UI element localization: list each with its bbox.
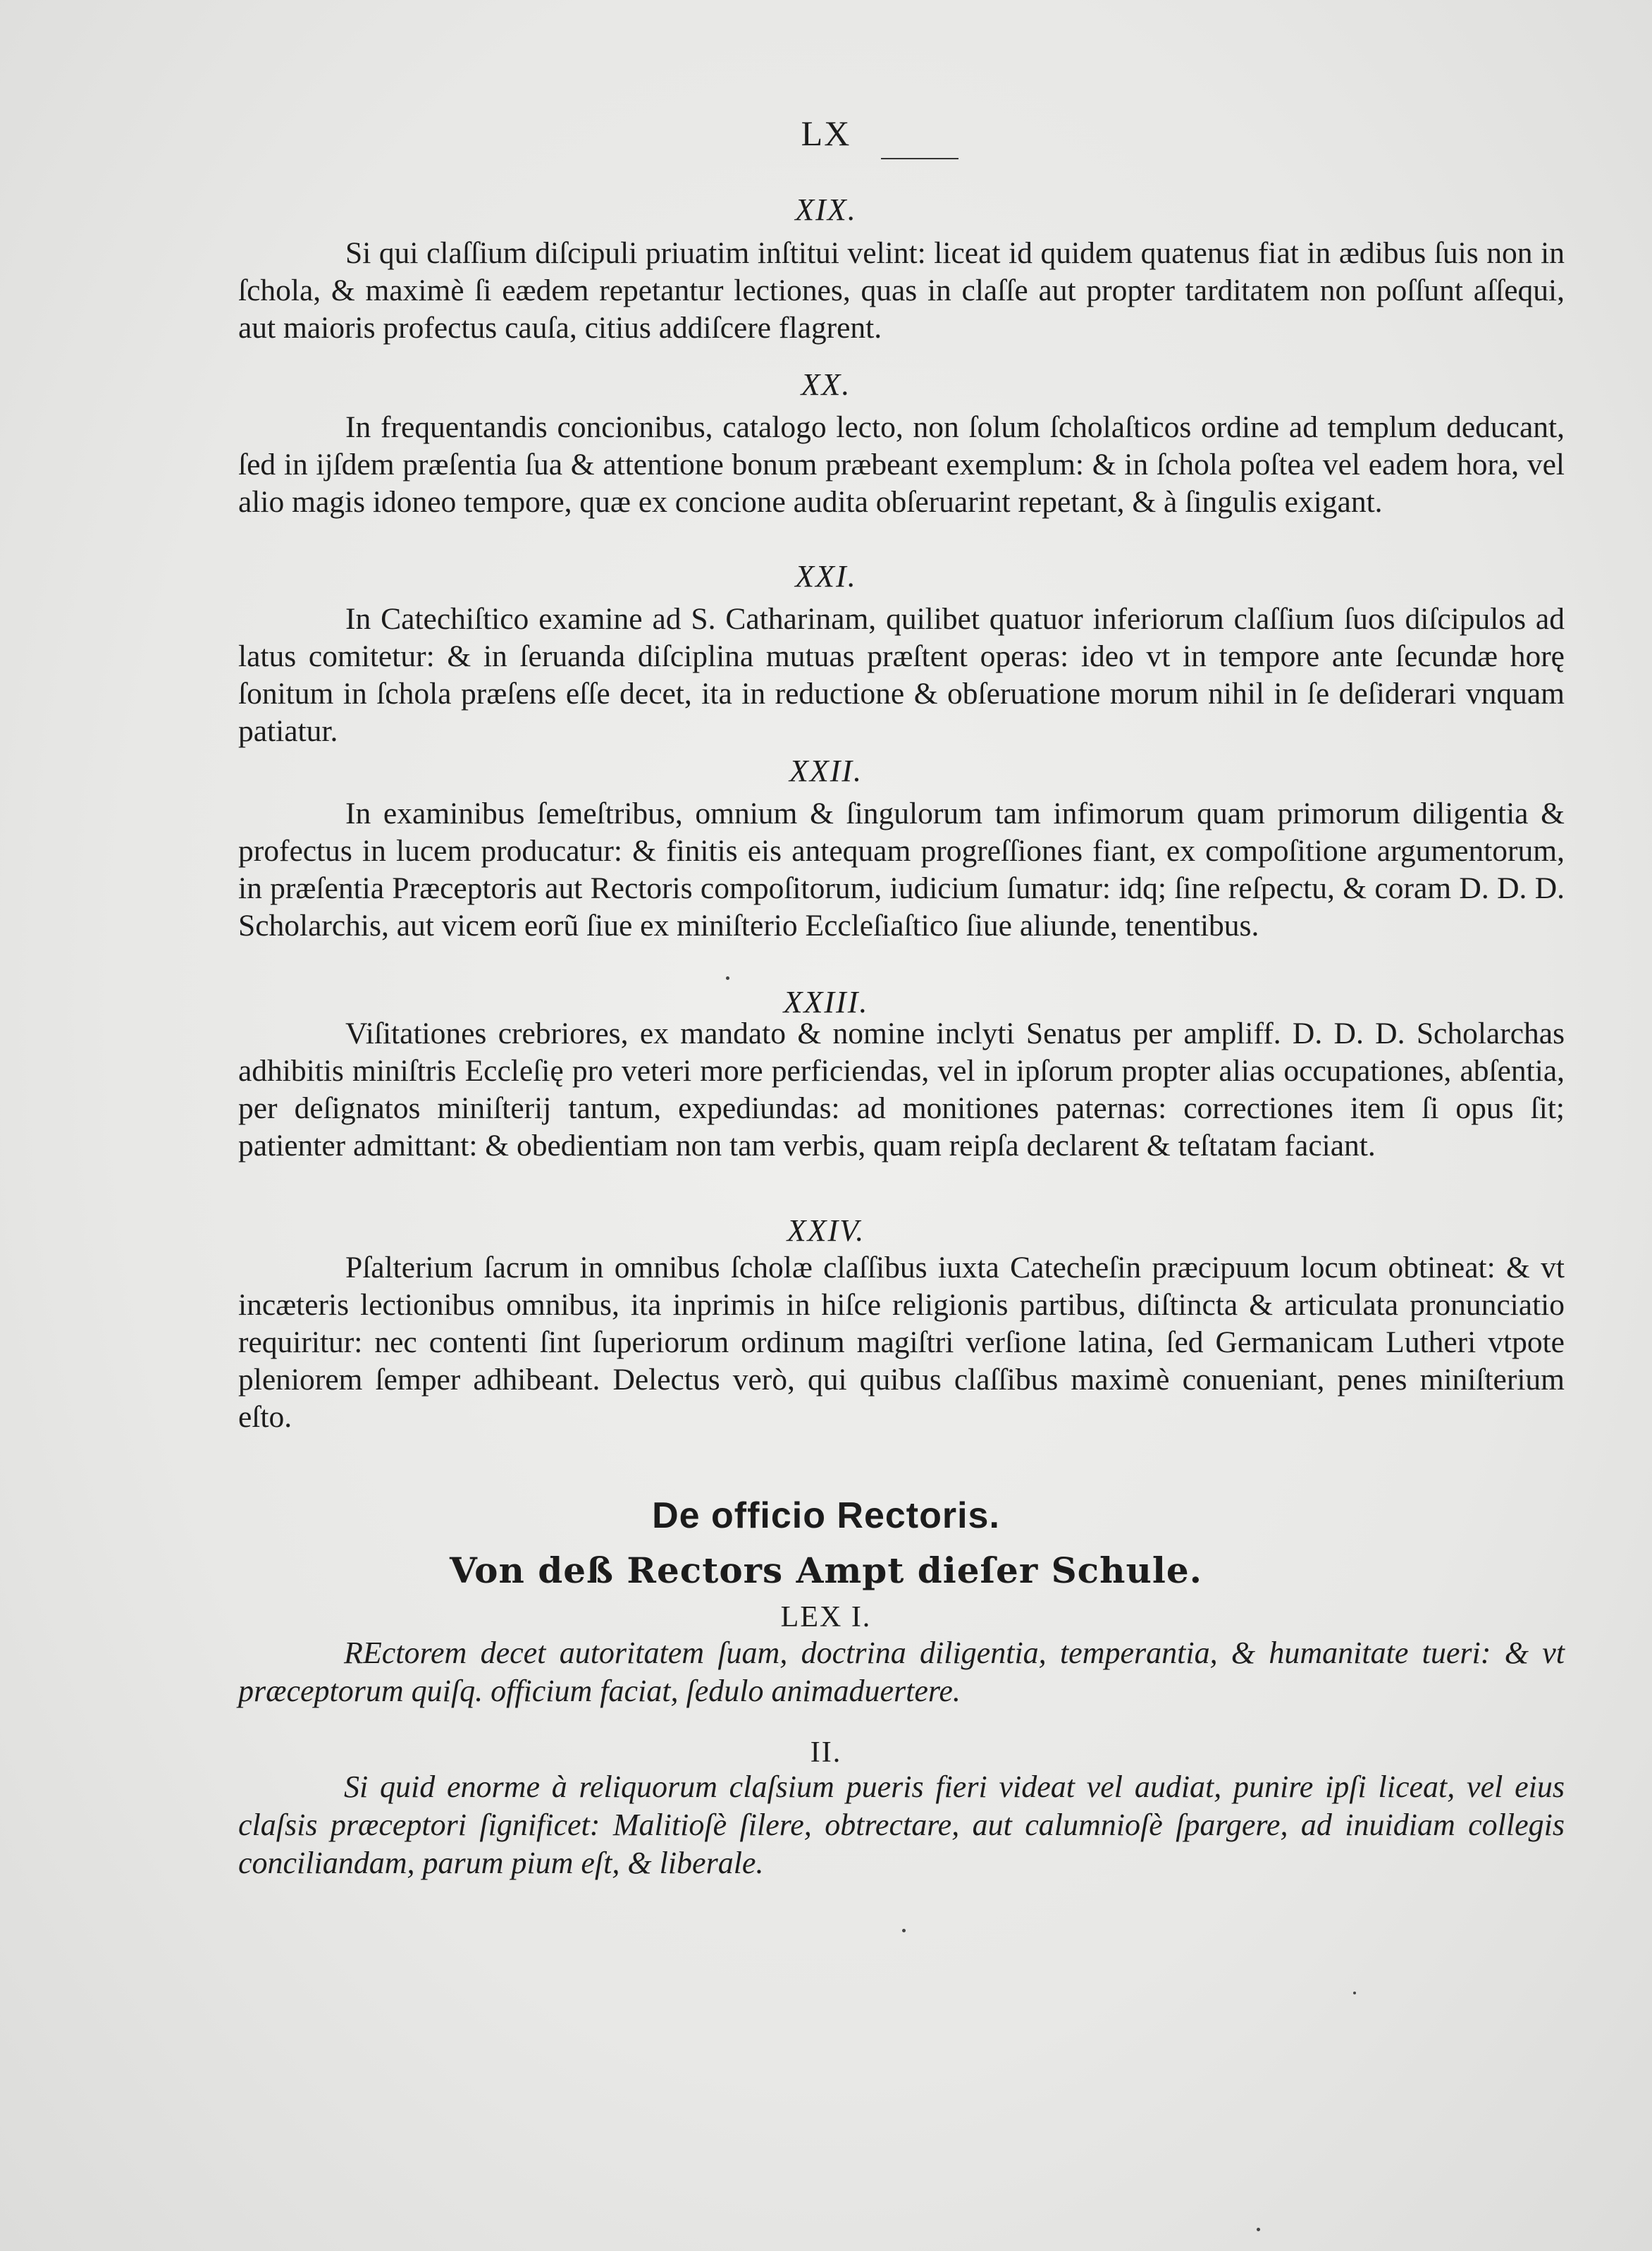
section-text-xx: In frequentandis concionibus, catalogo lecto, non ſolum ſcholaſticos ordine ad templum deducant, ſed in ijſdem præſentia ſua & attentione bonum præbeant exemplum: & in ſchola poſtea vel eadem hora, vel alio magis idoneo tempore, quæ ex concione audita obſeruarint repetant, & à ſingulis exigant.	[238, 410, 1565, 519]
section-text-xxi: In Catechiſtico examine ad S. Catharinam, quilibet quatuor inferiorum claſſium ſuos diſcipulos ad latus comitetur: & in ſeruanda diſciplina mutuas præſtent operas: ideo vt in tempore ante ſecundæ horę ſonitum in ſchola præſens eſſe decet, ita in reductione & obſeruatione morum nihil in ſe deſiderari vnquam patiatur.	[238, 602, 1565, 748]
rector-title-german: Von deß Rectors Ampt dieſer Schule.	[449, 1550, 1203, 1591]
lex-number-1: LEX I.	[780, 1601, 872, 1633]
page-number-rule	[881, 158, 958, 159]
section-text-xxiii: Viſitationes crebriores, ex mandato & nomine inclyti Senatus per ampliff. D. D. D. Scholarchas adhibitis miniſtris Eccleſię pro veteri more perficiendas, vel in ipſorum propter alias occupationes, abſentia, per deſignatos miniſterij tantum, expediundas: ad monitiones paternas: correctiones item ſi opus ſit; patienter admittant: & obedientiam non tam verbis, quam reipſa declarent & teſtatam faciant.	[238, 1017, 1565, 1163]
section-text-xxiv: Pſalterium ſacrum in omnibus ſcholæ claſſibus iuxta Catecheſin præcipuum locum obtineat: & vt incæteris lectionibus omnibus, ita inprimis in hiſce religionis partibus, diſtincta & articulata pronunciatio requiritur: nec contenti ſint ſuperiorum ordinum magiſtri verſione latina, ſed Germanicam Lutheri vtpote pleniorem ſemper adhibeant. Delectus verò, qui quibus claſſibus maximè conueniant, penes miniſterium eſto.	[238, 1251, 1565, 1434]
section-number-xxi: XXI.	[795, 559, 857, 594]
section-number-xxiii: XXIII.	[783, 985, 869, 1019]
section-text-xxii: In examinibus ſemeſtribus, omnium & ſingulorum tam infimorum quam primorum diligentia & profectus in lucem producatur: & finitis eis antequam progreſſiones fiant, ex compoſitione argumentorum, in præſentia Præceptoris aut Rectoris compoſitorum, iudicium ſumatur: idq; ſine reſpectu, & coram D. D. D. Scholarchis, aut vicem eorũ ſiue ex miniſterio Eccleſiaſtico ſiue aliunde, tenentibus.	[238, 797, 1565, 943]
scan-speck	[902, 1929, 906, 1932]
page-number: LX	[801, 114, 851, 153]
scan-speck	[726, 976, 729, 980]
section-number-xxii: XXII.	[789, 754, 863, 788]
rector-title-latin: De officio Rectoris.	[652, 1495, 1000, 1536]
lex-text-1: REctorem decet autoritatem ſuam, doctrina diligentia, temperantia, & humanitate tueri: & vt præceptorum quiſq. officium faciat, ſedulo animaduertere.	[238, 1636, 1565, 1708]
section-number-xxiv: XXIV.	[787, 1213, 865, 1248]
scan-speck	[1257, 2228, 1260, 2231]
section-text-xix: Si qui claſſium diſcipuli priuatim inſtitui velint: liceat id quidem quatenus fiat in ædibus ſuis non in ſchola, & maximè ſi eædem repetantur lectiones, quas in claſſe aut propter tarditatem non poſſunt aſſequi, aut maioris profectus cauſa, citius addiſcere flagrent.	[238, 236, 1565, 345]
scan-speck	[1353, 1992, 1356, 1994]
lex-number-2: II.	[810, 1736, 842, 1769]
section-number-xix: XIX.	[795, 192, 857, 227]
lex-text-2: Si quid enorme à reliquorum claſsium pueris fieri videat vel audiat, punire ipſi liceat, vel eius claſsis præceptori ſignificet: Malitioſè ſilere, obtrectare, aut calumnioſè ſpargere, ad inuidiam collegis conciliandam, parum pium eſt, & liberale.	[238, 1769, 1565, 1880]
section-number-xx: XX.	[801, 367, 851, 402]
